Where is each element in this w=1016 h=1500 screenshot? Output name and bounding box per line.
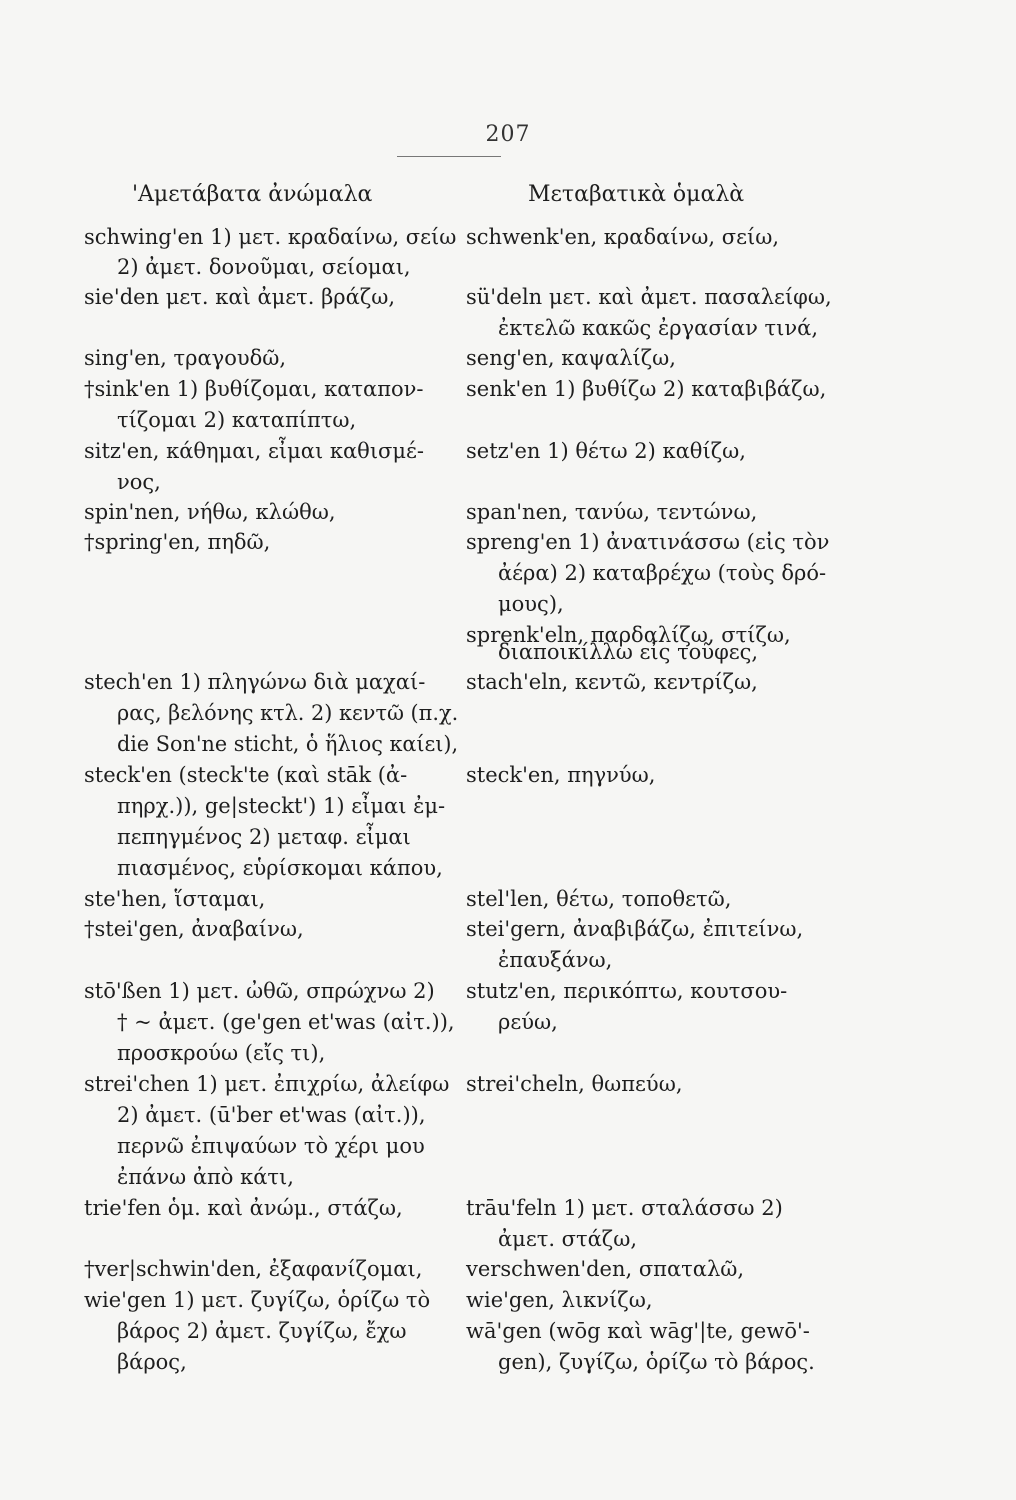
right-entry-line: ἐκτελῶ κακῶς ἐργασίαν τινά,	[498, 316, 819, 340]
right-entry-line: gen), ζυγίζω, ὁρίζω τὸ βάρος.	[498, 1350, 815, 1374]
right-entry-line: stach'eln, κεντῶ, κεντρίζω,	[466, 670, 758, 694]
left-entry-line: πεπηγμένος 2) μεταφ. εἶμαι	[117, 825, 411, 849]
left-entry-line: †stei'gen, ἀναβαίνω,	[84, 917, 304, 941]
right-entry-line: setz'en 1) θέτω 2) καθίζω,	[466, 439, 746, 463]
left-entry-line: 2) ἀμετ. δονοῦμαι, σείομαι,	[117, 255, 411, 279]
right-entry-line: sprenk'eln, παρδαλίζω, στίζω,	[466, 623, 791, 647]
left-entry-line: †ver|schwin'den, ἐξαφανίζομαι,	[84, 1257, 423, 1281]
left-entry-line: 2) ἀμετ. (ū'ber et'was (αἰτ.)),	[117, 1103, 426, 1127]
right-entry-line: span'nen, τανύω, τεντώνω,	[466, 500, 758, 524]
right-entry-line: wie'gen, λικνίζω,	[466, 1288, 653, 1312]
right-entry-line: διαποικίλλω εἰς τοῦφες,	[498, 640, 759, 664]
right-entry-line: stel'len, θέτω, τοποθετῶ,	[466, 887, 732, 911]
right-entry-line: ἀμετ. στάζω,	[498, 1227, 637, 1251]
left-entry-line: βάρος 2) ἀμετ. ζυγίζω, ἔχω	[117, 1319, 407, 1343]
right-entry-line: strei'cheln, θωπεύω,	[466, 1072, 683, 1096]
left-entry-line: steck'en (steck'te (καὶ stāk (ἀ-	[84, 763, 408, 787]
left-entry-line: περνῶ ἐπιψαύων τὸ χέρι μου	[117, 1134, 425, 1158]
right-entry-line: verschwen'den, σπαταλῶ,	[466, 1257, 745, 1281]
left-entry-line: sie'den μετ. καὶ ἀμετ. βράζω,	[84, 285, 396, 309]
left-entry-line: νος,	[117, 470, 161, 494]
right-entry-line: schwenk'en, κραδαίνω, σείω,	[466, 225, 779, 249]
right-entry-line: sü'deln μετ. καὶ ἀμετ. πασαλείφω,	[466, 285, 832, 309]
left-entry-line: stō'ßen 1) μετ. ὠθῶ, σπρώχνω 2)	[84, 979, 435, 1003]
left-entry-line: sitz'en, κάθημαι, εἶμαι καθισμέ-	[84, 439, 425, 463]
right-entry-line: wā'gen (wōg καὶ wāg'|te, gewō'-	[466, 1319, 810, 1343]
right-entry-line: steck'en, πηγνύω,	[466, 763, 656, 787]
left-entry-line: die Son'ne sticht, ὁ ἥλιος καίει),	[117, 732, 459, 756]
left-entry-line: βάρος,	[117, 1350, 187, 1374]
left-entry-line: †spring'en, πηδῶ,	[84, 530, 271, 554]
left-entry-line: spin'nen, νήθω, κλώθω,	[84, 500, 336, 524]
left-entry-line: πιασμένος, εὑρίσκομαι κάπου,	[117, 856, 443, 880]
right-entry-line: ἀέρα) 2) καταβρέχω (τοὺς δρό-	[498, 561, 827, 585]
right-entry-line: ἐπαυξάνω,	[498, 948, 613, 972]
right-entry-line: stei'gern, ἀναβιβάζω, ἐπιτείνω,	[466, 917, 804, 941]
left-entry-line: trie'fen ὁμ. καὶ ἀνώμ., στάζω,	[84, 1196, 403, 1220]
right-entry-line: spreng'en 1) ἀνατινάσσω (εἰς τὸν	[466, 530, 830, 554]
right-entry-line: trāu'feln 1) μετ. σταλάσσω 2)	[466, 1196, 783, 1220]
page-number: 207	[485, 122, 531, 147]
left-entry-line: stech'en 1) πληγώνω διὰ μαχαί-	[84, 670, 426, 694]
left-entry-line: ρας, βελόνης κτλ. 2) κεντῶ (π.χ.	[117, 701, 459, 725]
left-entry-line: †sink'en 1) βυθίζομαι, καταπον-	[84, 377, 424, 401]
left-entry-line: πηρχ.)), ge|steckt') 1) εἶμαι ἐμ-	[117, 794, 446, 818]
left-column-heading: 'Αμετάβατα ἀνώμαλα	[132, 182, 373, 207]
right-column-heading: Μεταβατικὰ ὁμαλὰ	[528, 182, 745, 207]
left-entry-line: schwing'en 1) μετ. κραδαίνω, σείω	[84, 225, 457, 249]
left-entry-line: ἐπάνω ἀπὸ κάτι,	[117, 1165, 294, 1189]
page-number-rule	[397, 156, 501, 157]
right-entry-line: senk'en 1) βυθίζω 2) καταβιβάζω,	[466, 377, 827, 401]
right-entry-line: seng'en, καψαλίζω,	[466, 346, 676, 370]
right-entry-line: stutz'en, περικόπτω, κουτσου-	[466, 979, 788, 1003]
left-entry-line: προσκρούω (εἴς τι),	[117, 1041, 326, 1065]
left-entry-line: † ~ ἀμετ. (ge'gen et'was (αἰτ.)),	[117, 1010, 455, 1034]
left-entry-line: ste'hen, ἵσταμαι,	[84, 887, 266, 911]
right-entry-line: ρεύω,	[498, 1010, 558, 1034]
left-entry-line: sing'en, τραγουδῶ,	[84, 346, 287, 370]
left-entry-line: τίζομαι 2) καταπίπτω,	[117, 408, 357, 432]
left-entry-line: strei'chen 1) μετ. ἐπιχρίω, ἀλείφω	[84, 1072, 450, 1096]
left-entry-line: wie'gen 1) μετ. ζυγίζω, ὁρίζω τὸ	[84, 1288, 431, 1312]
right-entry-line: μους),	[498, 592, 564, 616]
